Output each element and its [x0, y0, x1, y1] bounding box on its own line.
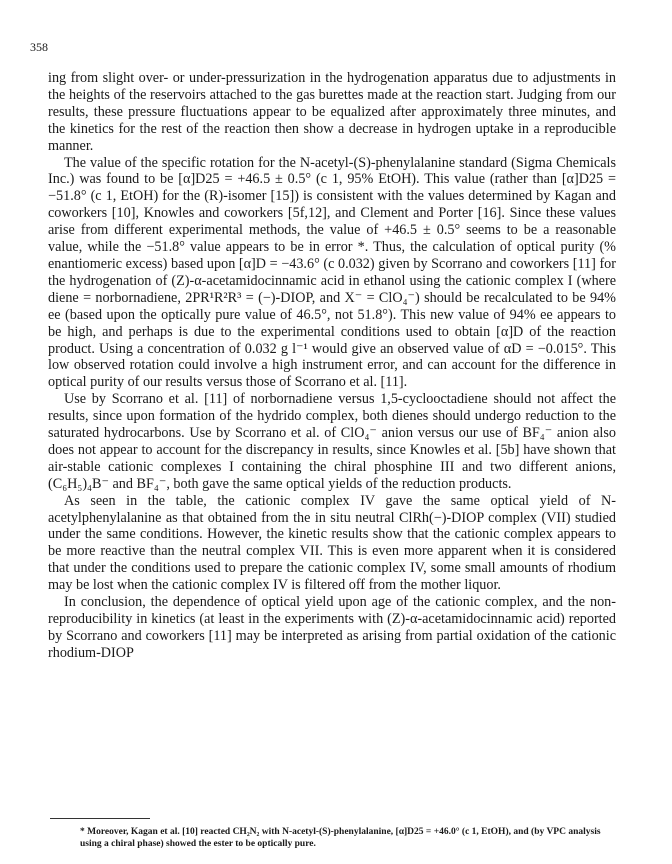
- paragraph-3: Use by Scorrano et al. [11] of norbornadiene versus 1,5-cyclooctadiene should not affect the results, since upon formation of the hydrido complex, both dienes should undergo reduction to the saturated hydrocarbons. Use by Scorrano et al. of ClO₄⁻ anion versus our use of BF₄⁻ anion also does not appear to account for the discrepancy in results, since Knowles et al. [5b] have shown that air-stable cationic complexes I containing the chiral phosphine III and two different anions, (C₆H₅)₄B⁻ and BF₄⁻, both gave the same optical yields of the reduction products.: [48, 391, 616, 492]
- page-number: 358: [30, 40, 48, 54]
- paragraph-4: As seen in the table, the cationic complex IV gave the same optical yield of N-acetylphenylalanine as that obtained from the in situ neutral ClRh(−)-DIOP complex (VII) studied under the same conditions. However, the kinetic results show that the cationic complex appears to be more reactive than the neutral complex VII. This is even more apparent when it is considered that under the conditions used to prepare the cationic complex IV, some small amounts of rhodium may be lost when the cationic complex IV is filtered off from the mother liquor.: [48, 492, 616, 594]
- paragraph-5: In conclusion, the dependence of optical yield upon age of the cationic complex, and the non-reproducibility in kinetics (at least in the experiments with (Z)-α-acetamidocinnamic acid) reported by Scorrano and coworkers [11] may be interpreted as arising from partial oxidation of the cationic rhodium-DIOP: [48, 594, 616, 661]
- footnote: * Moreover, Kagan et al. [10] reacted CH₂N₂ with N-acetyl-(S)-phenylalanine, [α]D25 = +46.0° (c 1, EtOH), and (by VPC analysis using a chiral phase) showed the ester to be optically pure.: [80, 827, 601, 849]
- body-text: [48, 70, 616, 662]
- footnote-divider: [50, 818, 150, 819]
- paragraph-2: The value of the specific rotation for the N-acetyl-(S)-phenylalanine standard (Sigma Chemicals Inc.) was found to be [α]D25 = +46.5 ± 0.5° (c 1, 95% EtOH). This value (rather than [α]D25 = −51.8° (c 1, EtOH) for the (R)-isomer [15]) is consistent with the values determined by Kagan and coworkers [10], Knowles and coworkers [5f,12], and Clement and Porter [16]. Since these values arise from different experimental methods, the value of +46.5 ± 0.5° seems to be a reasonable value, while the −51.8° value appears to be in error *. Thus, the calculation of optical purity (% enantiomeric excess) based upon [α]D = −43.6° (c 0.032) given by Scorrano and coworkers [11] for the hydrogenation of (Z)-α-acetamidocinnamic acid in ethanol using the cationic complex I (where diene = norbornadiene, 2PR¹R²R³ = (−)-DIOP, and X⁻ = ClO₄⁻) should be recalculated to be 94% ee (based upon the optically pure value of 46.5°, not 51.8°). This new value of 94% ee appears to be high, and perhaps is due to the experimental conditions used to obtain [α]D of the reaction product. Using a concentration of 0.032 g l⁻¹ would give an observed value of αD = −0.015°. This low observed rotation could involve a high instrument error, and can account for the difference in optical purity of our results versus those of Scorrano et al. [11].: [48, 154, 616, 391]
- paragraph-1: ing from slight over- or under-pressurization in the hydrogenation apparatus due to adjustments in the heights of the reservoirs attached to the gas burettes made at the reaction start. Judging from our results, these pressure fluctuations appear to be equalized after approximately three minutes, and the kinetics for the rest of the reaction then show a decrease in hydrogen uptake in a reproducible manner.: [48, 70, 616, 154]
